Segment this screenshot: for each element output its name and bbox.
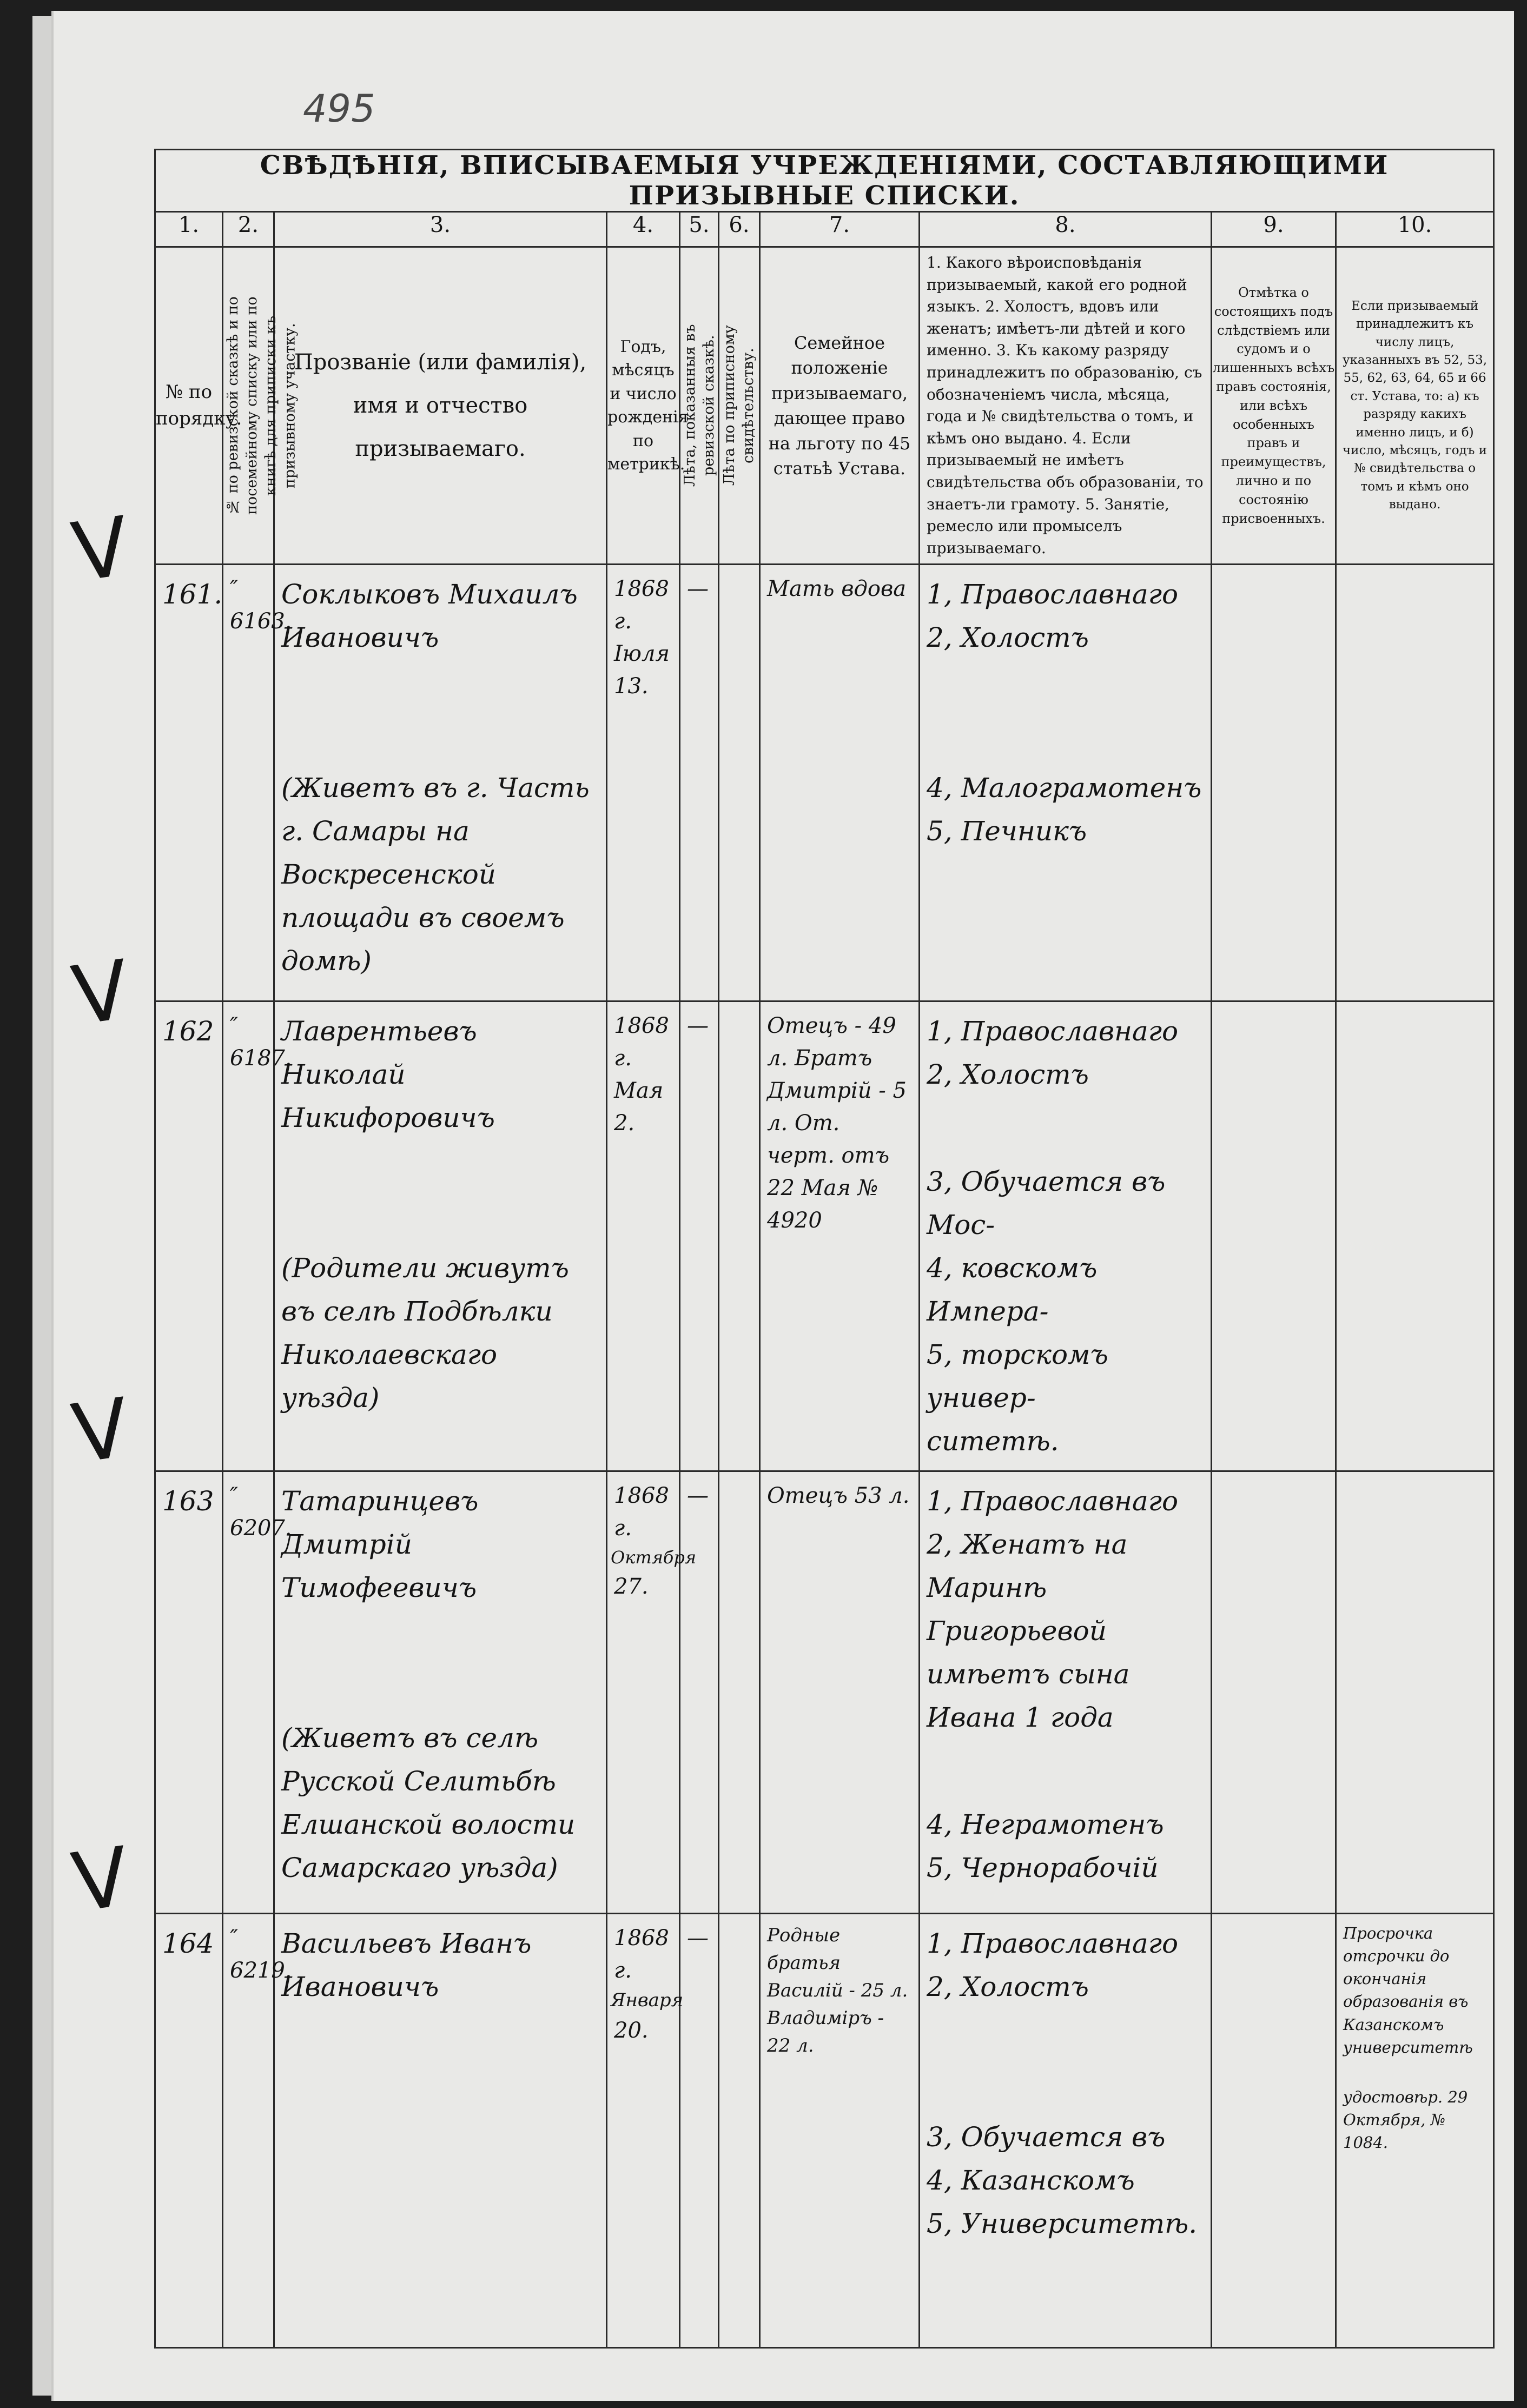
- entry-birth-day: 20.: [614, 2018, 649, 2044]
- check-mark-2: V: [67, 943, 135, 1044]
- check-mark-3: V: [67, 1381, 135, 1482]
- entry-exemption: [1336, 565, 1494, 1001]
- entry-name-cell: [274, 1914, 607, 2348]
- entry-order-number-text: 162: [162, 1016, 214, 1047]
- entry-family-status-text: Отецъ 53 л.: [767, 1483, 910, 1509]
- entry-order-number: [155, 1914, 223, 2348]
- entry-revision-age: [680, 1471, 719, 1914]
- entry-exemption: [1336, 1471, 1494, 1914]
- entry-info-line: 4, ковскомъ Импера-: [927, 1252, 1098, 1328]
- entry-info-line: 1, Православнаго: [927, 579, 1179, 611]
- header-order-number: № по порядку.: [155, 247, 223, 565]
- entry-revision-age: [680, 565, 719, 1001]
- entry-registry-number-text: ″ 6219.: [230, 1926, 292, 1984]
- entry-revision-age: [680, 1001, 719, 1471]
- header-certificate-age: [719, 247, 760, 565]
- entry-full-name: Татаринцевъ Дмитрій Тимофеевичъ: [281, 1485, 479, 1604]
- entry-family-status: [760, 1471, 920, 1914]
- entry-birth-month: Мая: [614, 1078, 664, 1104]
- header-court-status: Отмѣтка о состоящихъ подъ слѣдствіемъ или судомъ и о лишенныхъ всѣхъ правъ состоянія, или всѣхъ особенныхъ правъ и преимуществъ, лично и по состоянію присвоенныхъ.: [1212, 247, 1336, 565]
- entry-registry-number-text: ″ 6207.: [230, 1483, 292, 1541]
- entry-info-line: 2, Холостъ: [927, 622, 1089, 654]
- entry-info-cell: [920, 565, 1212, 1001]
- entry-birth-cell: [607, 1001, 680, 1471]
- entry-revision-age-text: —: [687, 1483, 709, 1509]
- header-family-status: Семейное положеніе призываемаго, дающее право на льготу по 45 статьѣ Устава.: [760, 247, 920, 565]
- entry-birth-cell: [607, 1914, 684, 2348]
- entry-info-line: 1, Православнаго: [927, 1485, 1179, 1517]
- entry-name-cell: [274, 1471, 607, 1914]
- entry-info-line: 5, торскомъ универ-: [927, 1339, 1108, 1414]
- entry-full-name: Лаврентьевъ Николай Никифоровичъ: [281, 1016, 495, 1134]
- entry-birth-month: Іюля: [614, 641, 670, 667]
- entry-registry-number: [223, 565, 292, 1001]
- entry-family-status: [760, 565, 920, 1001]
- entry-exemption-certificate: удостовѣр. 29 Октября, № 1084.: [1343, 2087, 1468, 2152]
- entry-family-status-text: Мать вдова: [767, 576, 907, 602]
- header-revision-age-text: Лѣта, показанныя въ ревизской сказкѣ.: [682, 324, 718, 487]
- entry-info-line: 2, Женатъ на Маринѣ Григорьевой имѣетъ сына Ивана 1 года: [927, 1529, 1130, 1734]
- col-number-7: 7.: [760, 212, 920, 247]
- spacer: [275, 667, 606, 759]
- col-number-2: 2.: [223, 212, 274, 247]
- spacer: [920, 1747, 1211, 1795]
- entry-order-number: [155, 1471, 223, 1914]
- entry-registry-number: [223, 1471, 292, 1914]
- page-number: 495: [303, 87, 375, 131]
- col-number-10: 10.: [1336, 212, 1494, 247]
- header-registry-number: [223, 247, 299, 565]
- entry-court-status: [1212, 1471, 1336, 1914]
- page-edge-shadow: [32, 16, 54, 2396]
- entry-residence: (Родители живутъ въ селѣ Подбѣлки Николаевскаго уѣзда): [281, 1252, 569, 1414]
- entry-info-line: 1, Православнаго: [927, 1928, 1179, 1960]
- col-number-5: 5.: [680, 212, 719, 247]
- entry-info-cell: [920, 1001, 1212, 1471]
- entry-residence: (Живетъ въ г. Часть г. Самары на Воскресенской площади въ своемъ домѣ): [281, 772, 590, 977]
- entry-info-line: 3, Обучается въ: [927, 2121, 1166, 2153]
- entry-info-line: 4, Неграмотенъ: [927, 1809, 1164, 1841]
- header-religion-education: 1. Какого вѣроисповѣданія призываемый, какой его родной языкъ. 2. Холостъ, вдовъ или женатъ; имѣетъ-ли дѣтей и кого именно. 3. Къ какому разряду принадлежитъ по образованію, съ обозначеніемъ числа, мѣсяца, года и № свидѣтельства о томъ, и кѣмъ оно выдано. 4. Если призываемый не имѣетъ свидѣтельства объ образованіи, то знаетъ-ли грамоту. 5. Занятіе, ремесло или промыселъ призываемаго.: [920, 247, 1212, 565]
- check-mark-4: V: [67, 1829, 135, 1931]
- entry-certificate-age: [719, 565, 760, 1001]
- spacer: [920, 2016, 1211, 2108]
- entry-birth-year: 1868 г.: [614, 1926, 669, 1984]
- entry-registry-number-text: ″ 6187.: [230, 1013, 292, 1071]
- col-number-1: 1.: [155, 212, 223, 247]
- entry-birth-day: 2.: [614, 1111, 635, 1136]
- entry-court-status: [1212, 565, 1336, 1001]
- table-banner: СВѢДѢНІЯ, ВПИСЫВАЕМЫЯ УЧРЕЖДЕНІЯМИ, СОСТАВЛЯЮЩИМИ ПРИЗЫВНЫЕ СПИСКИ.: [155, 150, 1494, 212]
- entry-revision-age-text: —: [687, 1926, 709, 1951]
- header-exemption-category: Если призываемый принадлежитъ къ числу лицъ, указанныхъ въ 52, 53, 55, 62, 63, 64, 65 и 66 ст. Устава, то: а) къ разряду какихъ именно лицъ, и б) число, мѣсяцъ, годъ и № свидѣтельства о томъ и кѣмъ оно выдано.: [1336, 247, 1494, 565]
- entry-exemption-note: Просрочка отсрочки до окончанія образованія въ Казанскомъ университетѣ: [1343, 1924, 1473, 2057]
- entry-court-status: [1212, 1001, 1336, 1471]
- entry-family-status-text: Отецъ - 49 л. Братъ Дмитрій - 5 л. От. черт. отъ 22 Мая № 4920: [767, 1013, 907, 1233]
- entry-order-number-text: 161.: [162, 579, 223, 611]
- entry-birth-day: 27.: [614, 1574, 649, 1600]
- entry-revision-age-text: —: [687, 576, 709, 602]
- entry-order-number: [155, 565, 223, 1001]
- spacer: [275, 1617, 606, 1709]
- entry-name-cell: [274, 565, 607, 1001]
- entry-certificate-age: [719, 1001, 760, 1471]
- entry-name-cell: [274, 1001, 607, 1471]
- entry-birth-month: Января: [611, 1989, 684, 2012]
- spacer: [920, 1104, 1211, 1152]
- entry-family-status: [760, 1914, 920, 2348]
- entry-registry-number: [223, 1001, 292, 1471]
- header-full-name: Прозваніе (или фамилія), имя и отчество призываемаго.: [274, 247, 607, 565]
- entry-family-status: [760, 1001, 920, 1471]
- check-mark-1: V: [67, 499, 135, 601]
- entry-info-line: 3, Обучается въ Мос-: [927, 1166, 1166, 1241]
- col-number-3: 3.: [274, 212, 607, 247]
- entry-revision-age: [680, 1914, 719, 2348]
- entry-registry-number: [223, 1914, 292, 2348]
- entry-exemption: [1336, 1914, 1494, 2348]
- entry-birth-cell: [607, 1471, 697, 1914]
- entry-birth-year: 1868 г.: [614, 576, 669, 634]
- entry-birth-month: Октября: [611, 1547, 697, 1568]
- col-number-9: 9.: [1212, 212, 1336, 247]
- col-number-8: 8.: [920, 212, 1212, 247]
- entry-info-line: 4, Казанскомъ: [927, 2165, 1135, 2197]
- header-birth-date: Годъ, мѣсяцъ и число рожденія по метрикѣ.: [607, 247, 680, 565]
- entry-birth-day: 13.: [614, 674, 649, 699]
- entry-certificate-age: [719, 1471, 760, 1914]
- entry-order-number-text: 164: [162, 1928, 214, 1960]
- entry-info-line: ситетѣ.: [927, 1425, 1059, 1457]
- entry-info-line: 1, Православнаго: [927, 1016, 1179, 1047]
- entry-birth-year: 1868 г.: [614, 1483, 669, 1541]
- entry-registry-number-text: ″ 6163.: [230, 576, 292, 634]
- entry-info-cell: [920, 1914, 1212, 2348]
- entry-order-number-text: 163: [162, 1485, 214, 1517]
- entry-info-line: 5, Университетѣ.: [927, 2208, 1198, 2240]
- entry-birth-year: 1868 г.: [614, 1013, 669, 1071]
- col-number-4: 4.: [607, 212, 680, 247]
- entry-info-line: 5, Чернорабочій: [927, 1852, 1159, 1884]
- entry-court-status: [1212, 1914, 1336, 2348]
- entry-info-line: 2, Холостъ: [927, 1059, 1089, 1091]
- entry-birth-cell: [607, 565, 680, 1001]
- entry-info-line: 5, Печникъ: [927, 815, 1087, 847]
- entry-exemption: [1336, 1001, 1494, 1471]
- entry-full-name: Соклыковъ Михаилъ Ивановичъ: [281, 579, 578, 654]
- entry-certificate-age: [719, 1914, 760, 2348]
- entry-info-cell: [920, 1471, 1212, 1914]
- entry-residence: (Живетъ въ селѣ Русской Селитьбѣ Елшанской волости Самарскаго уѣзда): [281, 1722, 576, 1884]
- header-registry-number-text: № по ревизской сказкѣ и по посемейному списку или по книгѣ для приписки къ призывному участку.: [224, 296, 299, 515]
- entry-full-name: Васильевъ Иванъ Ивановичъ: [281, 1928, 532, 2003]
- entry-family-status-text: Родные братья Василій - 25 л. Владиміръ - 22 л.: [767, 1925, 908, 2057]
- entry-revision-age-text: —: [687, 1013, 709, 1039]
- conscription-register-table: [154, 149, 1495, 2349]
- header-certificate-age-text: Лѣта по приписному свидѣтельству.: [721, 325, 757, 486]
- header-revision-age: [680, 247, 719, 565]
- spacer: [275, 1147, 606, 1239]
- spacer: [920, 667, 1211, 759]
- col-number-6: 6.: [719, 212, 760, 247]
- entry-info-line: 2, Холостъ: [927, 1971, 1089, 2003]
- entry-info-line: 4, Малограмотенъ: [927, 772, 1202, 804]
- entry-order-number: [155, 1001, 223, 1471]
